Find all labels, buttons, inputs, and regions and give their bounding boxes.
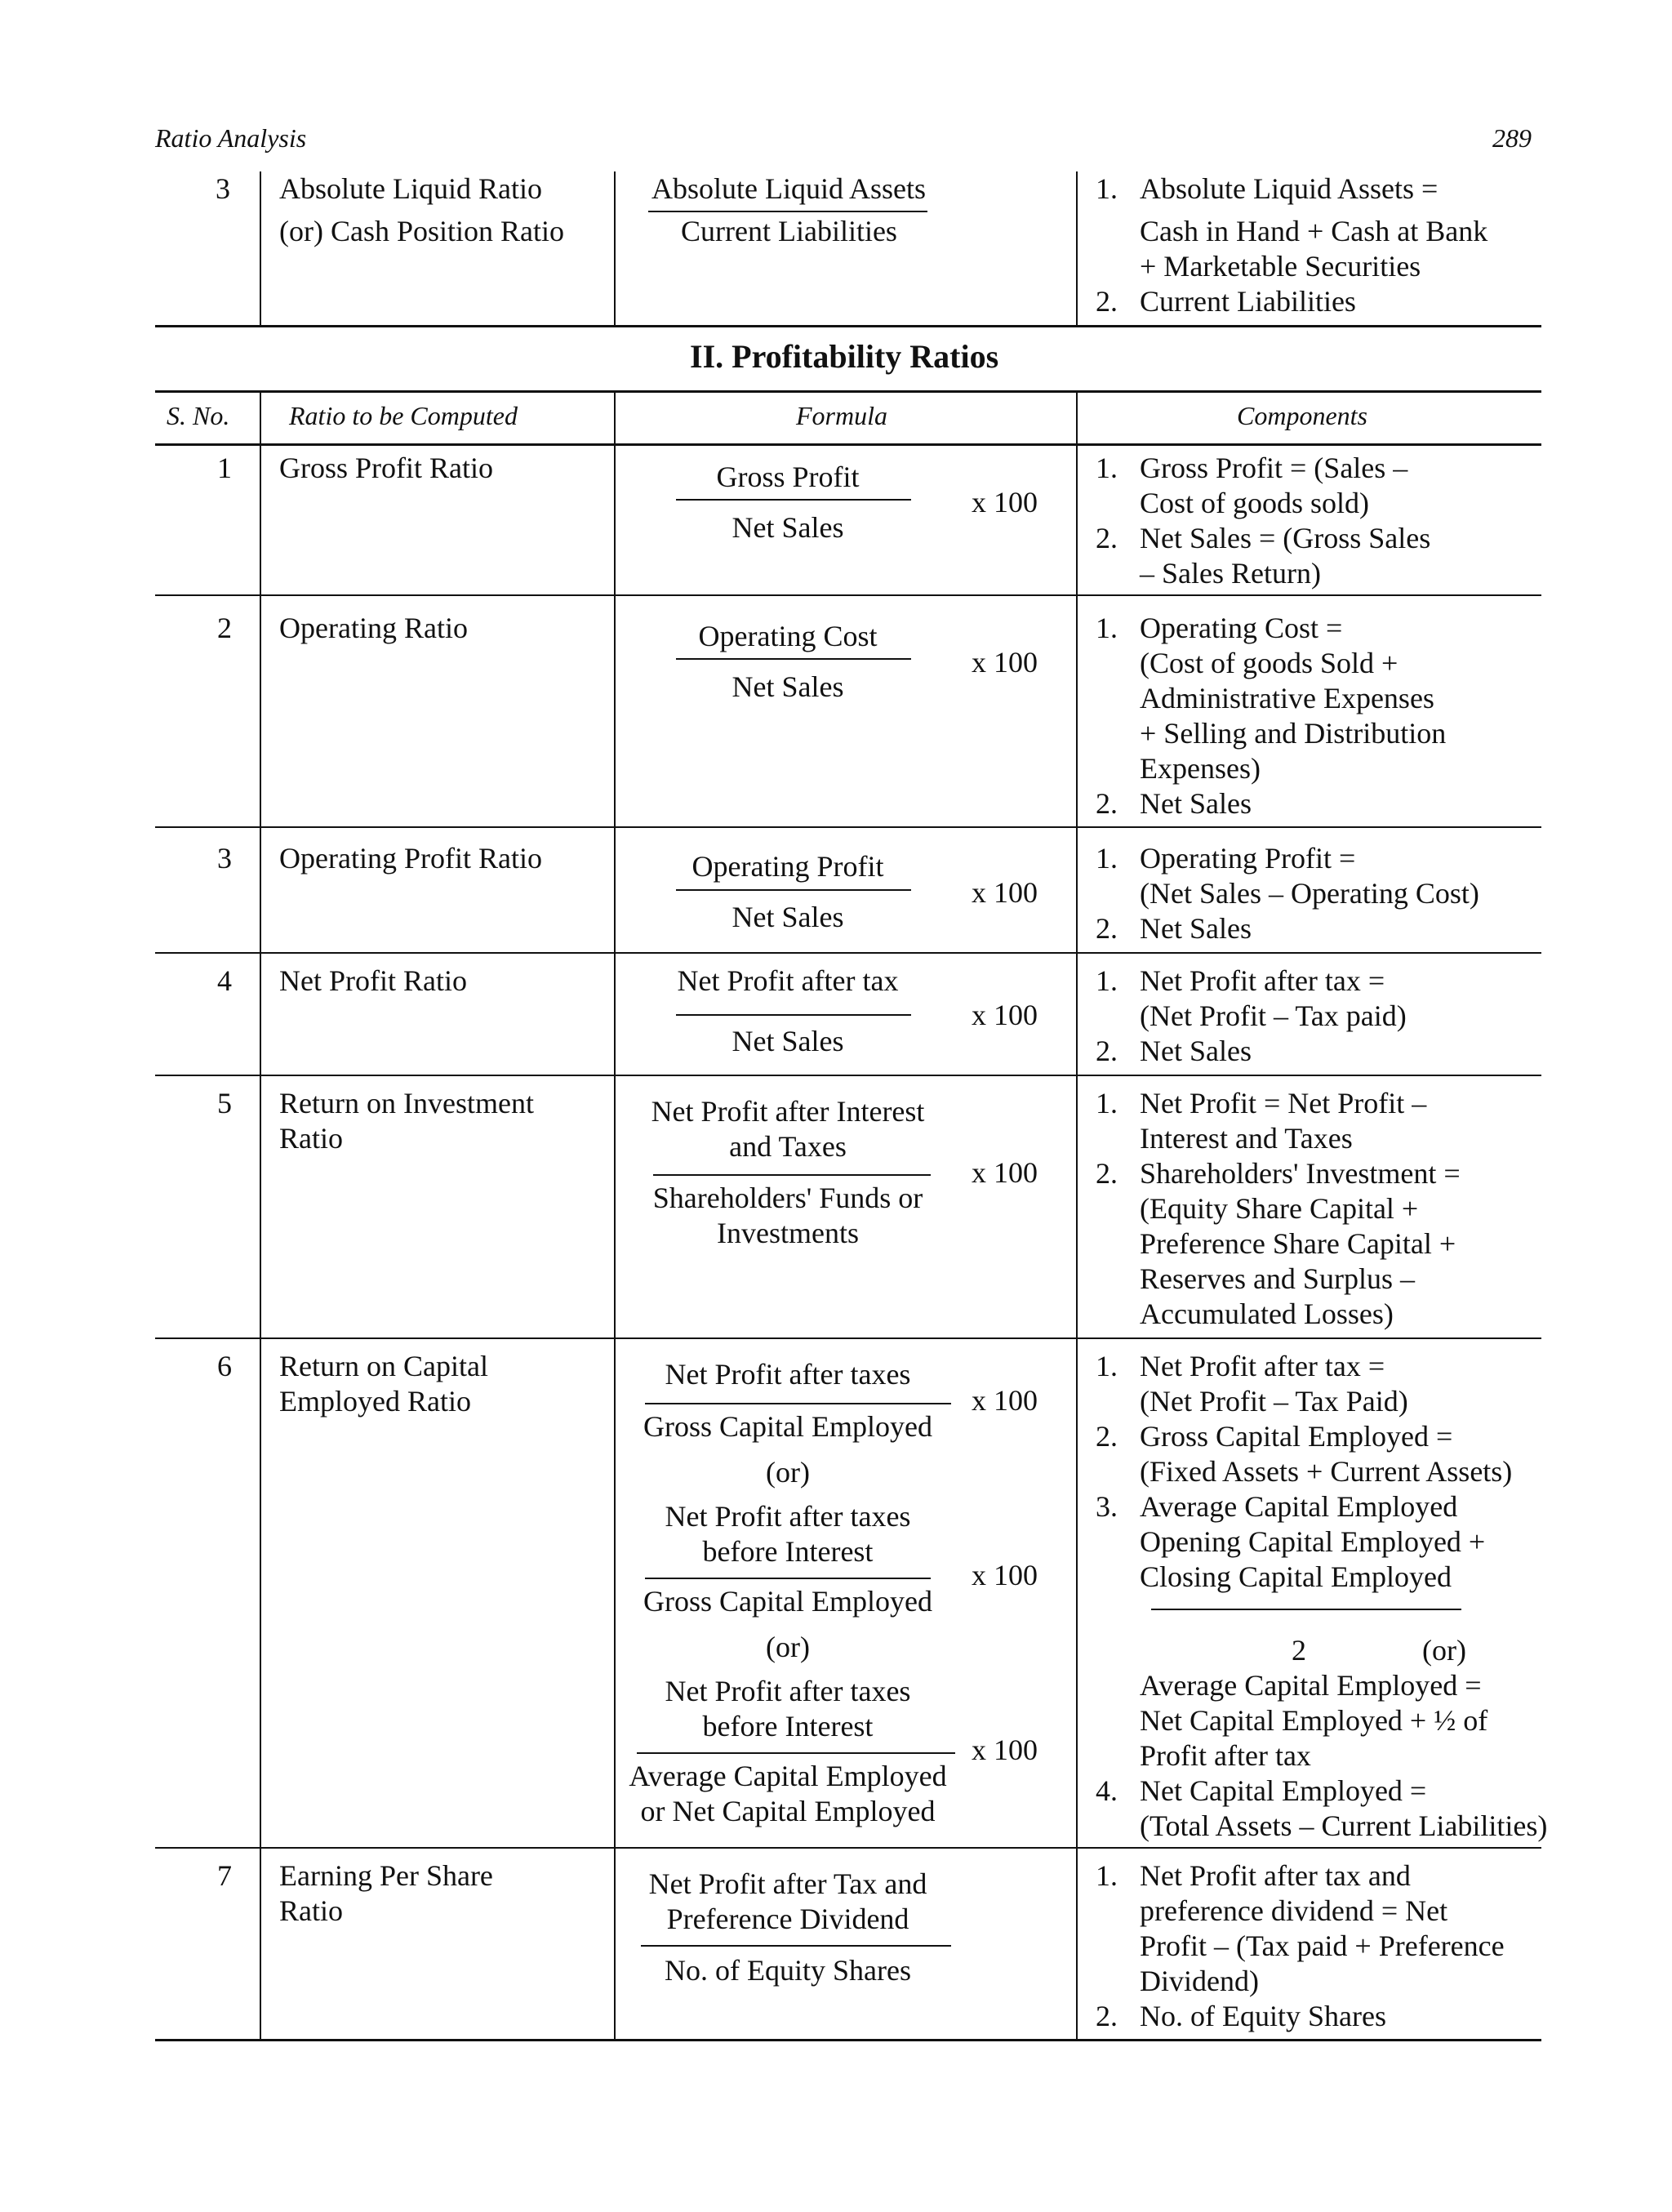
component-text: Net Sales xyxy=(1140,1035,1252,1067)
serial-number: 6 xyxy=(217,1350,232,1382)
serial-number: 1 xyxy=(217,452,232,484)
components-list xyxy=(1096,611,1446,821)
components-list xyxy=(1096,964,1407,1069)
component-text: Operating Profit = xyxy=(1140,842,1356,875)
ratio-name: Operating Ratio xyxy=(279,612,468,644)
ratio-name: Ratio xyxy=(279,1122,343,1155)
item-number: 4. xyxy=(1096,1774,1118,1807)
component-text: No. of Equity Shares xyxy=(1140,2000,1386,2032)
component-text: + Selling and Distribution xyxy=(1140,717,1447,750)
component-text: + Marketable Securities xyxy=(1140,250,1421,283)
component-text: (Total Assets – Current Liabilities) xyxy=(1140,1809,1548,1842)
col-divider xyxy=(260,171,261,327)
components-list xyxy=(1096,841,1479,946)
multiplier: x 100 xyxy=(972,1156,1038,1189)
formula-numerator: Net Profit after taxes xyxy=(665,1675,911,1707)
fraction-bar xyxy=(645,1578,931,1579)
serial-number: 7 xyxy=(217,1859,232,1892)
ratio-name: Ratio xyxy=(279,1894,343,1927)
component-text: (Cost of goods Sold + xyxy=(1140,647,1399,679)
col-divider xyxy=(1076,390,1078,2040)
formula-numerator: Gross Profit xyxy=(716,461,860,493)
ratio-name: Gross Profit Ratio xyxy=(279,452,494,484)
or-separator: (or) xyxy=(766,1456,810,1489)
formula-denominator: Net Sales xyxy=(732,1025,844,1057)
formula-denominator: Gross Capital Employed xyxy=(643,1410,932,1443)
component-text: preference dividend = Net xyxy=(1140,1894,1448,1927)
component-text: Net Profit after tax = xyxy=(1140,1350,1385,1382)
component-text: (Net Sales – Operating Cost) xyxy=(1140,877,1479,910)
table-rule xyxy=(155,1847,1541,1849)
component-text: Profit after tax xyxy=(1140,1739,1311,1772)
components-list xyxy=(1096,1668,1547,1844)
component-text: Net Sales xyxy=(1140,787,1252,820)
serial-number: 4 xyxy=(217,964,232,997)
fraction-bar xyxy=(1151,1609,1461,1610)
header-sno: S. No. xyxy=(167,401,230,430)
formula-numerator: Operating Profit xyxy=(691,850,884,883)
component-text: Closing Capital Employed xyxy=(1140,1560,1452,1593)
serial-number: 5 xyxy=(217,1087,232,1119)
formula-numerator: Net Profit after tax xyxy=(677,964,899,997)
component-text: Operating Cost = xyxy=(1140,612,1343,644)
formula-denominator: Net Sales xyxy=(732,901,844,933)
table-rule xyxy=(155,1337,1541,1339)
multiplier: x 100 xyxy=(972,1734,1038,1766)
header-components: Components xyxy=(1237,401,1367,430)
component-text: Reserves and Surplus – xyxy=(1140,1262,1415,1295)
ratio-name: Employed Ratio xyxy=(279,1385,471,1418)
fraction-bar xyxy=(676,499,911,501)
col-divider xyxy=(1076,171,1078,327)
table-rule xyxy=(155,952,1541,954)
fraction-bar xyxy=(676,658,911,660)
table-rule xyxy=(155,2039,1541,2041)
formula-numerator: before Interest xyxy=(702,1710,874,1742)
fraction-bar xyxy=(637,1752,955,1754)
table-rule xyxy=(155,594,1541,596)
ratio-name: Return on Capital xyxy=(279,1350,488,1382)
component-text: Profit – (Tax paid + Preference xyxy=(1140,1929,1505,1962)
component-text: Current Liabilities xyxy=(1140,285,1356,318)
component-text: Cash in Hand + Cash at Bank xyxy=(1140,215,1488,247)
table-rule xyxy=(155,826,1541,828)
col-divider xyxy=(614,171,616,327)
formula-denominator: Shareholders' Funds or xyxy=(652,1182,923,1214)
formula-numerator: before Interest xyxy=(702,1535,874,1568)
item-number: 1. xyxy=(1096,172,1118,205)
component-text: Gross Capital Employed = xyxy=(1140,1420,1453,1453)
serial-number: 3 xyxy=(216,172,230,205)
formula-denominator: Current Liabilities xyxy=(681,215,897,247)
multiplier: x 100 xyxy=(972,486,1038,519)
item-number: 1. xyxy=(1096,1350,1118,1382)
formula-numerator: Net Profit after taxes xyxy=(665,1500,911,1533)
component-text: Average Capital Employed = xyxy=(1140,1669,1482,1702)
col-divider xyxy=(614,390,616,2040)
formula-numerator: Operating Cost xyxy=(698,620,878,652)
or-separator: (or) xyxy=(766,1631,810,1663)
component-text: (Net Profit – Tax Paid) xyxy=(1140,1385,1408,1418)
ratio-name: Operating Profit Ratio xyxy=(279,842,542,875)
formula-numerator: Net Profit after Tax and xyxy=(648,1867,927,1900)
header-formula: Formula xyxy=(796,401,887,430)
item-number: 2. xyxy=(1096,522,1118,554)
multiplier: x 100 xyxy=(972,876,1038,909)
formula-numerator: Net Profit after taxes xyxy=(665,1358,911,1391)
item-number: 2. xyxy=(1096,1420,1118,1453)
component-text: Net Profit = Net Profit – xyxy=(1140,1087,1427,1119)
component-text: Shareholders' Investment = xyxy=(1140,1157,1461,1190)
formula-numerator: Preference Dividend xyxy=(666,1903,909,1935)
item-number: 1. xyxy=(1096,964,1118,997)
header-ratio: Ratio to be Computed xyxy=(289,401,518,430)
components-list xyxy=(1096,171,1487,319)
item-number: 2. xyxy=(1096,1035,1118,1067)
formula-numerator: Net Profit after Interest xyxy=(651,1095,925,1128)
item-number: 1. xyxy=(1096,452,1118,484)
component-text: Opening Capital Employed + xyxy=(1140,1525,1486,1558)
fraction-bar xyxy=(645,1403,951,1404)
item-number: 1. xyxy=(1096,1859,1118,1892)
fraction-bar xyxy=(648,211,927,212)
formula-denominator: No. of Equity Shares xyxy=(665,1954,911,1987)
formula-numerator: and Taxes xyxy=(729,1130,847,1163)
formula-denominator: Gross Capital Employed xyxy=(643,1585,932,1618)
ratio-name: Earning Per Share xyxy=(279,1859,493,1892)
component-text: Net Sales = (Gross Sales xyxy=(1140,522,1431,554)
fraction-bar xyxy=(676,889,911,891)
table-rule xyxy=(155,1075,1541,1076)
multiplier: x 100 xyxy=(972,1559,1038,1591)
component-text: Accumulated Losses) xyxy=(1140,1297,1394,1330)
serial-number: 2 xyxy=(217,612,232,644)
formula-numerator: Absolute Liquid Assets xyxy=(651,172,927,205)
item-number: 1. xyxy=(1096,842,1118,875)
components-list xyxy=(1096,1858,1505,2034)
components-list xyxy=(1096,1349,1512,1595)
component-text: Preference Share Capital + xyxy=(1140,1227,1456,1260)
ratio-name: (or) Cash Position Ratio xyxy=(279,215,564,247)
components-list xyxy=(1096,451,1430,591)
page-number: 289 xyxy=(1492,123,1532,153)
section-title: II. Profitability Ratios xyxy=(690,338,999,375)
table-rule xyxy=(155,443,1541,446)
component-text: Net Capital Employed = xyxy=(1140,1774,1427,1807)
formula-denominator: Investments xyxy=(717,1217,859,1249)
ratio-name: Net Profit Ratio xyxy=(279,964,467,997)
serial-number: 3 xyxy=(217,842,232,875)
component-text: Absolute Liquid Assets = xyxy=(1140,172,1439,205)
item-number: 2. xyxy=(1096,912,1118,945)
fraction-bar xyxy=(676,1014,911,1016)
ratio-name: Absolute Liquid Ratio xyxy=(279,172,542,205)
component-text: Expenses) xyxy=(1140,752,1261,785)
component-text: – Sales Return) xyxy=(1140,557,1321,590)
ratio-name: Return on Investment xyxy=(279,1087,534,1119)
running-head: Ratio Analysis xyxy=(155,123,307,153)
component-text: Net Profit after tax = xyxy=(1140,964,1385,997)
component-text: Administrative Expenses xyxy=(1140,682,1434,714)
component-text: Net Sales xyxy=(1140,912,1252,945)
formula-denominator: Average Capital Employed xyxy=(629,1760,947,1792)
components-list xyxy=(1096,1086,1461,1332)
component-text: (Equity Share Capital + xyxy=(1140,1192,1419,1225)
fraction-bar xyxy=(641,1945,951,1947)
item-number: 2. xyxy=(1096,1157,1118,1190)
component-text: Dividend) xyxy=(1140,1965,1259,1997)
item-number: 2. xyxy=(1096,285,1118,318)
item-number: 1. xyxy=(1096,1087,1118,1119)
component-text: Average Capital Employed xyxy=(1140,1490,1458,1523)
item-number: 1. xyxy=(1096,612,1118,644)
formula-denominator: Net Sales xyxy=(732,511,844,544)
component-text: Cost of goods sold) xyxy=(1140,487,1370,519)
component-text: Net Profit after tax and xyxy=(1140,1859,1411,1892)
component-text: (Net Profit – Tax paid) xyxy=(1140,999,1407,1032)
formula-denominator: or Net Capital Employed xyxy=(640,1795,936,1827)
multiplier: x 100 xyxy=(972,1384,1038,1417)
component-text: (Fixed Assets + Current Assets) xyxy=(1140,1455,1513,1488)
item-number: 3. xyxy=(1096,1490,1118,1523)
table-rule xyxy=(155,325,1541,327)
component-text: Interest and Taxes xyxy=(1140,1122,1353,1155)
col-divider xyxy=(260,390,261,2040)
multiplier: x 100 xyxy=(972,999,1038,1031)
item-number: 2. xyxy=(1096,787,1118,820)
item-number: 2. xyxy=(1096,2000,1118,2032)
divisor: 2 xyxy=(1292,1634,1306,1667)
multiplier: x 100 xyxy=(972,646,1038,679)
component-text: Net Capital Employed + ½ of xyxy=(1140,1704,1488,1737)
or-separator: (or) xyxy=(1422,1634,1466,1667)
formula-denominator: Net Sales xyxy=(732,670,844,703)
component-text: Gross Profit = (Sales – xyxy=(1140,452,1408,484)
table-rule xyxy=(155,390,1541,393)
fraction-bar xyxy=(653,1174,931,1176)
